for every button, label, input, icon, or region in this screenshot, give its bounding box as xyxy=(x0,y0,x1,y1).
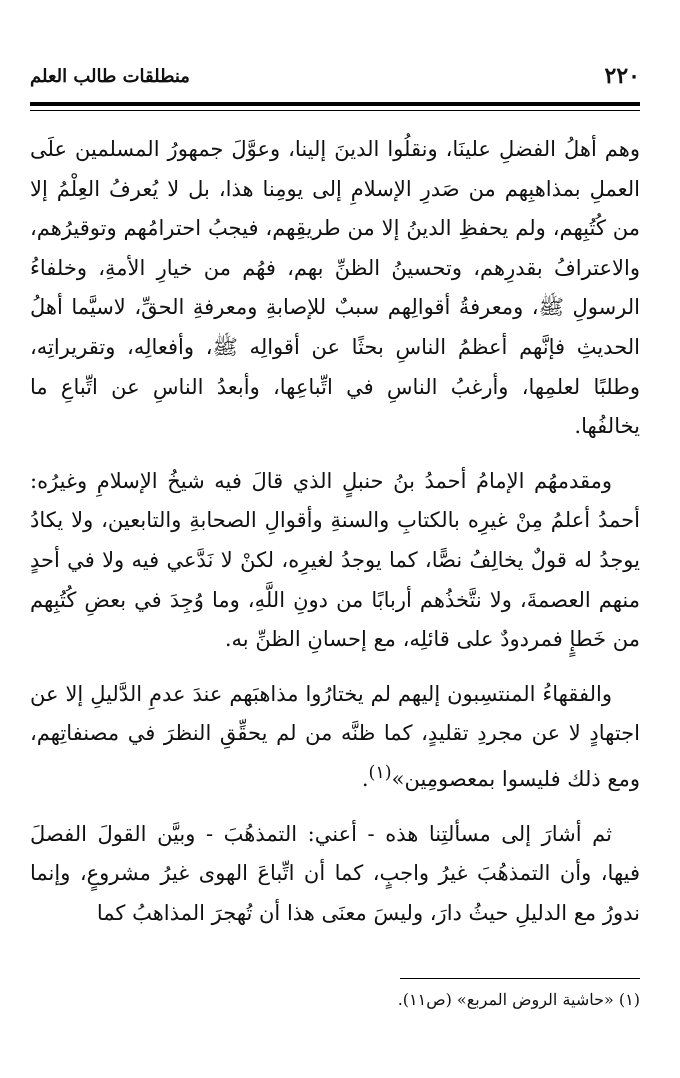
page-header xyxy=(30,56,640,96)
footnote: (١) «حاشية الروض المربع» (ص١١). xyxy=(397,990,640,1009)
header-rule-thick xyxy=(30,102,640,106)
paragraph-3 xyxy=(30,675,640,800)
footnote-reference: (١) xyxy=(368,762,392,783)
header-rule-thin xyxy=(30,110,640,111)
page-number: ٢٢٠ xyxy=(604,63,640,89)
body-text xyxy=(30,130,640,948)
paragraph-1: وهم أهلُ الفضلِ علينَا، ونقلُوا الدينَ إلينا، وعوَّلَ جمهورُ المسلمين علَى العملِ بمذاهبِهم من صَدرِ الإسلامِ إلى يومِنا هذا، بل لا يُعرفُ العِلْمُ إلا من كُتُبِهم، ولم يحفظِ الدينُ إلا من طريقِهم، فيجبُ احترامُهم وتوقيرُهم، والاعترافُ بقدرِهم، وتحسينُ الظنِّ بهم، فهُم من خيارِ الأمةِ، وخلفاءُ الرسولِ ﷺ، ومعرفةُ أقوالِهم سببٌ للإصابةِ ومعرفةِ الحقِّ، لاسيَّما أهلُ الحديثِ فإنَّهم أعظمُ الناسِ بحثًا عن أقوالِه ﷺ، وأفعالِه، وتقريراتِه، وطلبًا لعلمِها، وأرغبُ الناسِ في اتِّباعِها، وأبعدُ الناسِ عن اتِّباعِ ما يخالفُها. xyxy=(30,137,640,439)
paragraph-2: ومقدمهُم الإمامُ أحمدُ بنُ حنبلٍ الذي قالَ فيه شيخُ الإسلامِ وغيرُه: أحمدُ أعلمُ مِنْ غيرِه بالكتابِ والسنةِ وأقوالِ الصحابةِ والتابعين، ولا يكادُ يوجدُ له قولٌ يخالِفُ نصًّا، كما يوجدُ لغيرِه، لكنْ لا نَدَّعي فيه ولا في أحدٍ منهم العصمةَ، ولا نتَّخذُهم أربابًا من دونِ اللَّهِ، وما وُجِدَ في بعضِ كُتُبِهم من خَطإٍ فمردودٌ على قائلِه، مع إحسانِ الظنِّ به. xyxy=(30,468,640,652)
footnote-rule xyxy=(400,978,640,979)
paragraph-4: ثم أشارَ إلى مسألتِنا هذه - أعني: التمذهُبَ - وبيَّن القولَ الفصلَ فيها، وأن التمذهُبَ غيرُ واجبٍ، كما أن اتِّباعَ الهوى غيرُ مشروعٍ، وإنما ندورُ مع الدليلِ حيثُ دارَ، وليسَ معنَى هذا أن تُهجرَ المذاهبُ كما xyxy=(30,821,640,925)
paragraph-3-text: والفقهاءُ المنتسِبون إليهم لم يختارُوا مذاهبَهم عندَ عدمِ الدَّليلِ إلا عن اجتهادٍ لا عن مجردِ تقليدٍ، كما ظنَّه من لم يحقِّقِ النظرَ في مصنفاتِهم، ومع ذلك فليسوا بمعصومِين» xyxy=(30,681,640,791)
paragraph-3-end: . xyxy=(361,766,369,791)
running-title: منطلقات طالب العلم xyxy=(30,65,190,87)
